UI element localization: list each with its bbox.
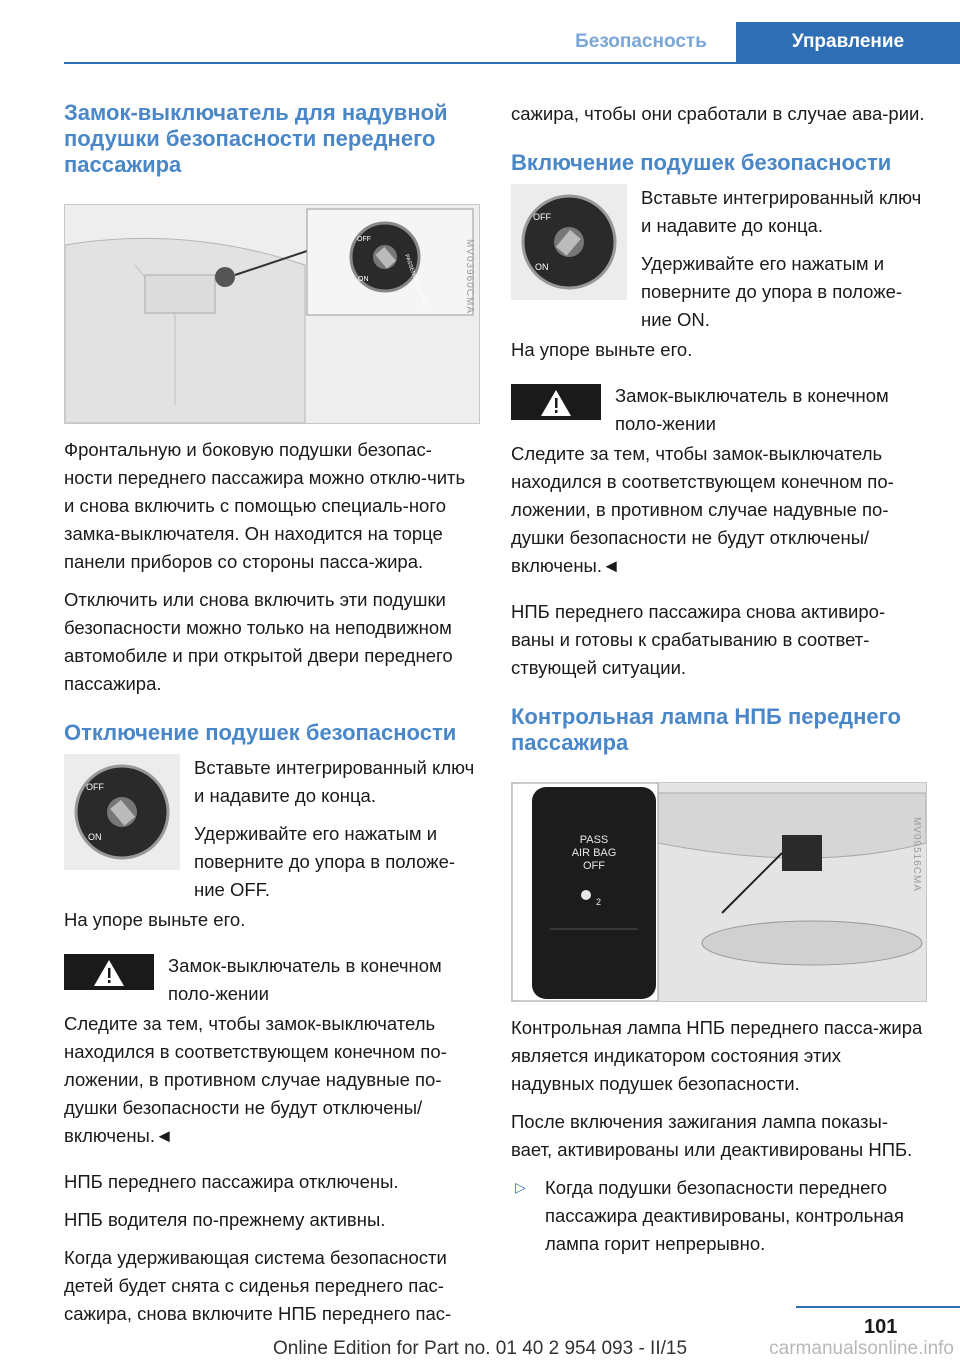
triangle-right-icon: ▷ <box>515 1179 526 1195</box>
section-title-airbag-switch: Замок-выключатель для надувной подушки безопасности переднего пассажира <box>64 100 448 177</box>
warning-triangle-icon <box>64 954 154 990</box>
svg-text:PASSENGER AIRBAG: PASSENGER AIRBAG <box>403 253 428 309</box>
paragraph: сажира, чтобы они сработали в случае ава-рии. <box>511 103 925 124</box>
warning-text: Следите за тем, чтобы замок-выключатель находился в соответствующем конечном по-ложении, в противном случае надувные по-душки безопасности не будут отключены/ включены.◄ <box>64 1013 447 1146</box>
warning-title: Замок-выключатель в конечном поло-жении <box>168 955 442 1004</box>
step: На упоре выньте его. <box>511 339 693 360</box>
warning-title: Замок-выключатель в конечном поло-жении <box>615 385 889 434</box>
paragraph: НПБ переднего пассажира снова активиро-ваны и готовы к срабатыванию в соответ-ствующей ситуации. <box>511 601 886 678</box>
warning-block <box>64 952 480 1008</box>
step: Вставьте интегрированный ключ и надавите до конца. <box>194 757 475 806</box>
switch-on-image <box>511 184 627 300</box>
figure-code: MV09516CMA <box>911 816 922 892</box>
bullet-text: Когда подушки безопасности переднего пассажира деактивированы, контрольная лампа горит непрерывно. <box>545 1177 904 1254</box>
watermark: carmanualsonline.info <box>769 1338 954 1359</box>
step: Вставьте интегрированный ключ и надавите до конца. <box>641 187 922 236</box>
right-column <box>511 100 927 1258</box>
paragraph: Отключить или снова включить эти подушки безопасности можно только на неподвижном автомобиле и при открытой двери переднего пассажира. <box>64 589 453 694</box>
page-number: 101 <box>864 1316 898 1338</box>
warning-block <box>511 382 927 438</box>
svg-text:OFF: OFF <box>533 212 551 222</box>
step: Удерживайте его нажатым и поверните до упора в положе-ние OFF. <box>194 823 456 900</box>
paragraph: Когда удерживающая система безопасности детей будет снята с сиденья переднего пас-сажира, снова включите НПБ переднего пас- <box>64 1247 452 1324</box>
footer-rule <box>796 1306 960 1308</box>
switch-off-image <box>64 754 180 870</box>
indicator-illustration <box>512 783 926 1001</box>
paragraph: НПБ водителя по-прежнему активны. <box>64 1209 386 1230</box>
step: На упоре выньте его. <box>64 909 246 930</box>
figure-switch-location <box>64 204 480 424</box>
svg-text:ON: ON <box>88 832 102 842</box>
deactivate-steps <box>64 754 480 904</box>
svg-text:AIR BAG: AIR BAG <box>571 847 617 859</box>
header-rule <box>64 62 960 64</box>
bullet-item <box>511 1174 927 1258</box>
paragraph: После включения зажигания лампа показы-вает, активированы или деактивированы НПБ. <box>511 1111 913 1160</box>
svg-text:OFF: OFF <box>583 860 605 872</box>
tab-safety[interactable]: Безопасность <box>575 31 707 52</box>
tab-controls[interactable]: Управление <box>736 22 960 62</box>
step: Удерживайте его нажатым и поверните до упора в положе-ние ON. <box>641 253 903 330</box>
warning-triangle-icon <box>511 384 601 420</box>
figure-indicator-lamp <box>511 782 927 1002</box>
activate-steps <box>511 184 927 334</box>
svg-text:ON: ON <box>358 276 369 283</box>
left-column <box>64 100 480 1328</box>
dashboard-illustration <box>65 205 479 423</box>
svg-text:2: 2 <box>596 897 602 907</box>
section-title-indicator-lamp: Контрольная лампа НПБ переднего пассажира <box>511 704 901 755</box>
section-title-activate: Включение подушек безопасности <box>511 150 892 175</box>
figure-code: MV03960CMA <box>464 238 475 314</box>
svg-text:PASS: PASS <box>579 834 609 846</box>
svg-text:ON: ON <box>535 262 549 272</box>
paragraph: НПБ переднего пассажира отключены. <box>64 1171 399 1192</box>
section-title-deactivate: Отключение подушек безопасности <box>64 720 457 745</box>
paragraph: Контрольная лампа НПБ переднего пасса-жира является индикатором состояния этих надувных подушек безопасности. <box>511 1017 923 1094</box>
svg-text:OFF: OFF <box>357 236 371 243</box>
warning-text: Следите за тем, чтобы замок-выключатель находился в соответствующем конечном по-ложении, в противном случае надувные по-душки безопасности не будут отключены/ включены.◄ <box>511 443 894 576</box>
edition-info: Online Edition for Part no. 01 40 2 954 093 - II/15 <box>272 1338 688 1359</box>
paragraph: Фронтальную и боковую подушки безопас-ности переднего пассажира можно отклю-чить и снова включить с помощью специаль-ного замка-выключателя. Он находится на торце панели приборов со стороны пасса-жира. <box>64 439 466 572</box>
svg-text:OFF: OFF <box>86 782 104 792</box>
